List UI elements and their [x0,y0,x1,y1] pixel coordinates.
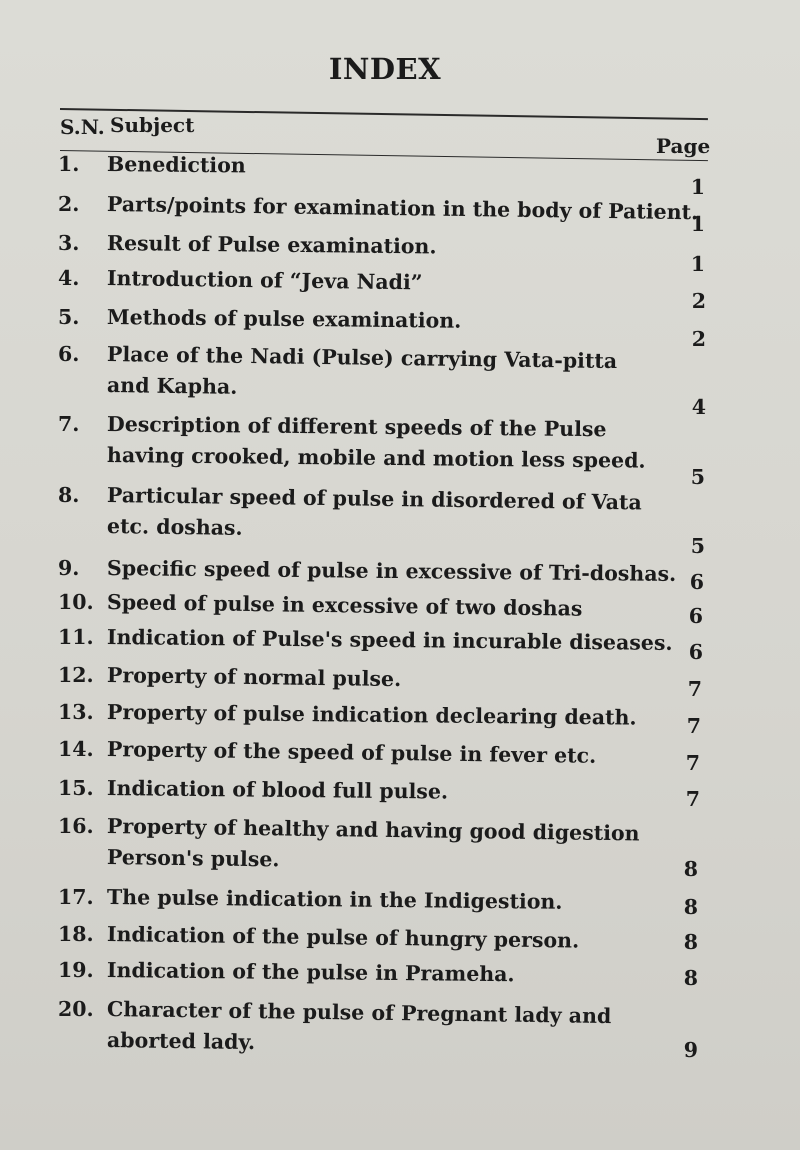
entry-number: 5. [58,305,80,329]
entry-number: 2. [58,192,80,216]
entry-number: 19. [58,958,94,982]
entry-number: 7. [58,412,80,436]
entry-page-number: 8 [683,930,698,954]
entry-subject-line: Indication of Pulse's speed in incurable diseases. [106,625,673,655]
entry-number: 17. [58,885,94,909]
entry-subject-line: Property of pulse indication declearing death. [106,700,637,730]
entry-number: 1. [58,152,80,176]
entry-subject-line: Methods of pulse examination. [106,305,462,333]
entry-number: 16. [58,814,94,838]
entry-page-number: 5 [690,534,705,558]
entry-page-number: 1 [690,212,705,236]
entry-number: 13. [58,700,94,724]
column-header-sn: S.N. [60,115,105,139]
entry-page-number: 2 [691,289,706,313]
entry-page-number: 6 [688,640,703,664]
entry-page-number: 7 [685,787,700,811]
entry-page-number: 2 [691,327,706,351]
entry-number: 3. [58,231,80,255]
entry-number: 18. [58,922,94,946]
entry-number: 14. [58,737,94,761]
entry-subject-line: Result of Pulse examination. [106,231,437,259]
entry-subject-line: Property of healthy and having good digestion [106,814,640,846]
entry-subject-line: Indication of the pulse of hungry person. [106,922,580,953]
entry-page-number: 6 [689,570,704,594]
entry-subject-line: Introduction of “Jeva Nadi” [106,266,423,295]
entry-number: 4. [58,266,80,290]
entry-subject-line: Specific speed of pulse in excessive of Tri-doshas. [106,556,677,586]
column-header-page: Page [656,134,711,158]
entry-page-number: 7 [687,677,702,701]
entry-number: 9. [58,556,80,580]
entry-subject-line: etc. doshas. [106,514,243,540]
entry-subject-line: having crooked, mobile and motion less speed. [106,443,646,473]
entry-subject-line: Particular speed of pulse in disordered of Vata [106,483,642,515]
entry-page-number: 1 [690,175,705,199]
entry-subject-line: Place of the Nadi (Pulse) carrying Vata-pitta [106,342,618,374]
entry-subject-line: Benediction [106,152,246,178]
column-header-subject: Subject [110,113,195,137]
entry-number: 12. [58,663,94,687]
entry-number: 8. [58,483,80,507]
entry-subject-line: Person's pulse. [106,845,280,872]
entry-subject-line: Description of different speeds of the Pulse [106,412,607,442]
page-title: INDEX [328,52,442,86]
entry-page-number: 8 [683,966,698,990]
entry-number: 6. [58,342,80,366]
entry-number: 15. [58,776,94,800]
entry-number: 11. [58,625,94,649]
entry-page-number: 9 [683,1038,698,1062]
entry-page-number: 4 [691,395,706,419]
entry-number: 20. [58,997,94,1021]
entry-number: 10. [58,590,94,614]
entry-page-number: 5 [690,465,705,489]
entry-page-number: 6 [688,604,703,628]
entry-subject-line: Speed of pulse in excessive of two doshas [106,590,583,621]
entry-subject-line: aborted lady. [106,1028,256,1055]
entry-subject-line: Property of normal pulse. [106,663,402,692]
entry-page-number: 7 [685,751,700,775]
entry-subject-line: Property of the speed of pulse in fever etc. [106,737,597,768]
entry-subject-line: Character of the pulse of Pregnant lady and [106,997,612,1029]
entry-page-number: 8 [683,857,698,881]
entry-subject-line: Indication of the pulse in Prameha. [106,958,515,987]
entry-subject-line: Parts/points for examination in the body of Patient. [106,192,699,225]
entry-subject-line: and Kapha. [106,373,238,399]
entry-subject-line: The pulse indication in the Indigestion. [106,885,563,914]
entry-subject-line: Indication of blood full pulse. [106,776,449,804]
entry-page-number: 1 [690,252,705,276]
entry-page-number: 8 [683,895,698,919]
entry-page-number: 7 [686,714,701,738]
